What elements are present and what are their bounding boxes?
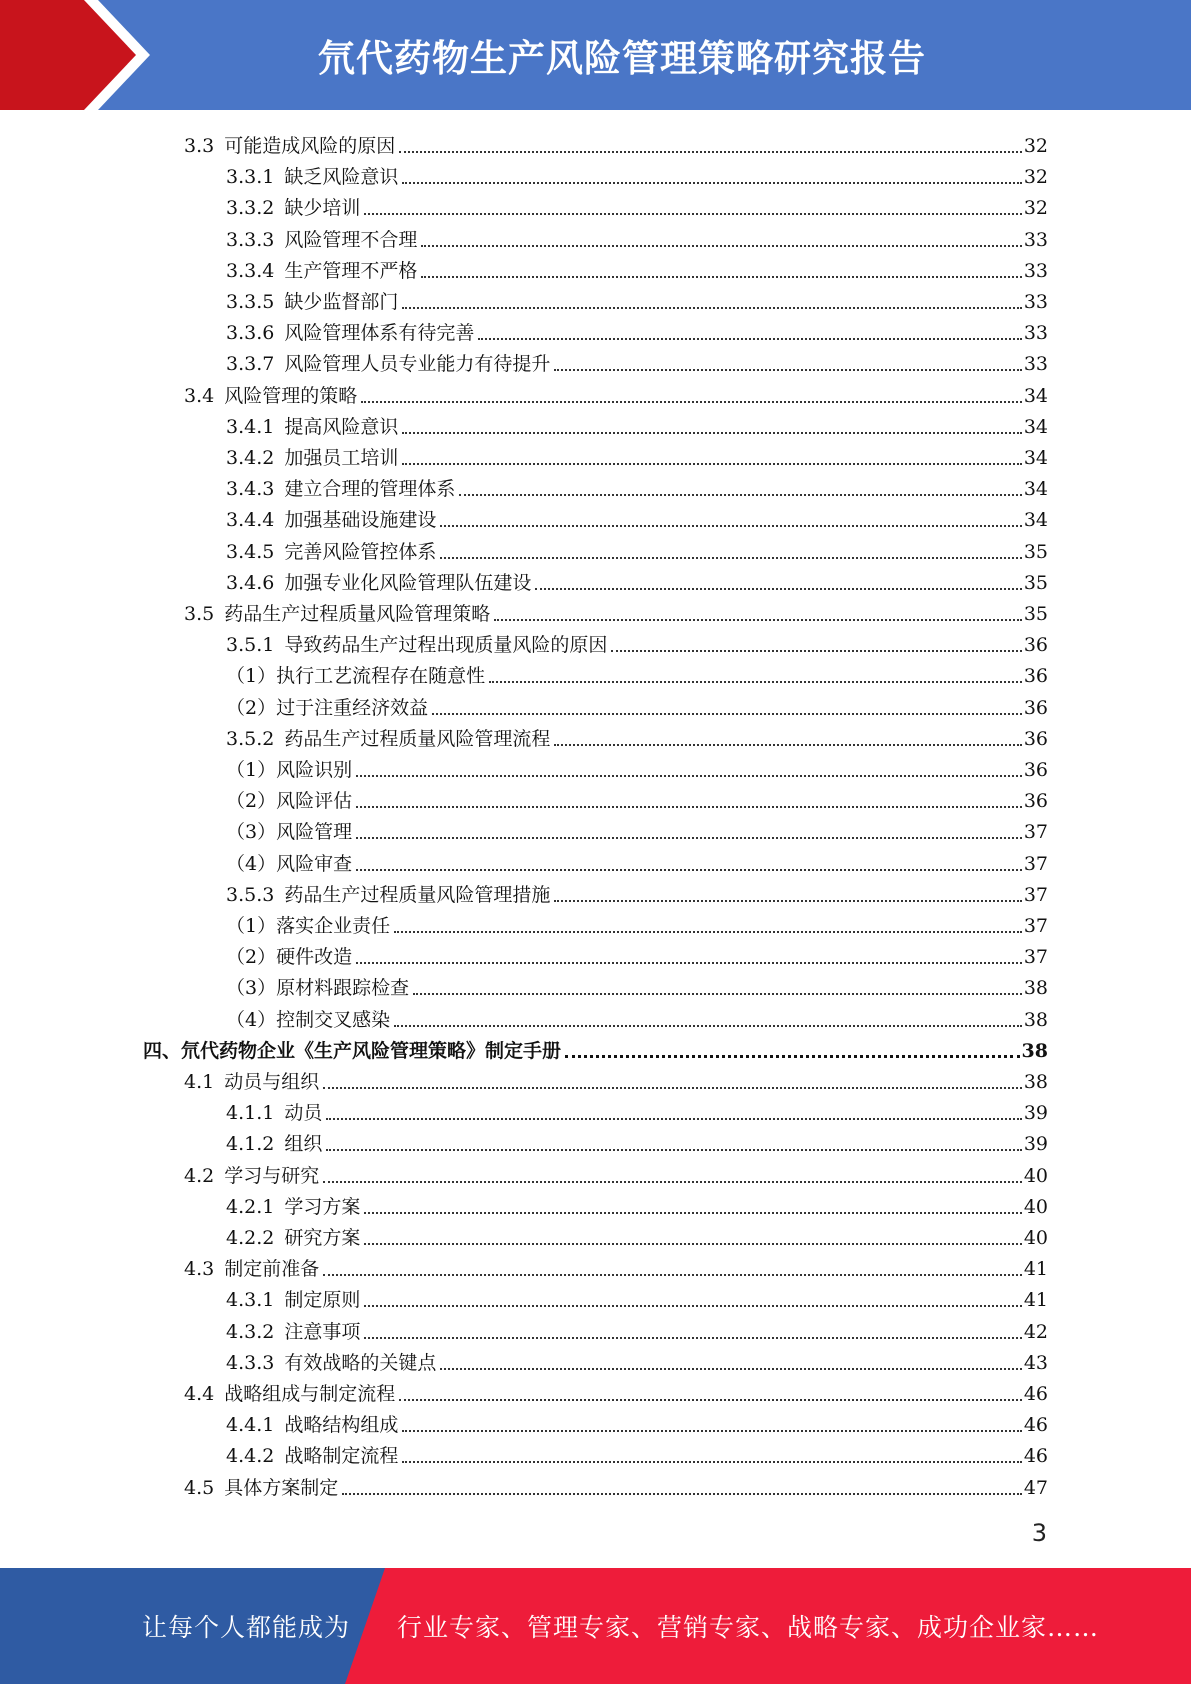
page-number: 3 — [1031, 1519, 1047, 1547]
toc-entry-page: 32 — [1023, 166, 1048, 189]
toc-leader-dots — [323, 1274, 1022, 1276]
toc-entry-label — [226, 414, 398, 440]
toc-entry-label — [226, 632, 607, 658]
toc-entry-text: 有效战略的关键点 — [284, 1351, 437, 1374]
toc-entry-text: 缺少培训 — [284, 197, 361, 220]
toc-entry-label — [226, 944, 352, 970]
toc-entry-label — [226, 164, 398, 190]
toc-entry-label — [226, 195, 360, 221]
toc-entry-page: 38 — [1023, 1008, 1048, 1031]
toc-entry-label — [226, 1287, 360, 1313]
toc-entry-label — [226, 1100, 322, 1126]
toc-entry-label — [184, 601, 490, 627]
toc-entry-label — [226, 851, 352, 877]
toc-entry-text: 学习与研究 — [224, 1164, 320, 1187]
toc-entry-page: 37 — [1023, 946, 1048, 969]
toc-leader-dots — [356, 837, 1022, 839]
toc-entry-page: 38 — [1023, 1071, 1048, 1093]
toc-entry-label — [226, 539, 436, 565]
toc-entry-text: 制定前准备 — [224, 1258, 320, 1281]
toc-entry-number: 3.4.6 — [226, 571, 275, 594]
toc-entry-number: 4.1.2 — [226, 1133, 275, 1156]
toc-leader-dots — [535, 588, 1021, 590]
toc-entry-text: 提高风险意识 — [284, 415, 399, 438]
toc-entry[interactable] — [226, 159, 1048, 190]
toc-entry-page: 32 — [1023, 135, 1048, 157]
toc-leader-dots — [356, 869, 1022, 871]
toc-entry-number: 3.3.1 — [226, 166, 275, 189]
toc-entry[interactable] — [226, 1095, 1048, 1126]
toc-entry-page: 34 — [1023, 509, 1048, 532]
toc-entry-text: 动员与组织 — [224, 1071, 320, 1093]
toc-entry-page: 37 — [1023, 915, 1048, 937]
toc-entry-label — [226, 819, 352, 845]
toc-leader-dots — [364, 1243, 1021, 1245]
toc-entry-text: （2）风险评估 — [226, 790, 353, 813]
toc-entry-text: （2）硬件改造 — [226, 946, 353, 969]
toc-leader-dots — [440, 525, 1021, 527]
toc-entry-text: 药品生产过程质量风险管理流程 — [284, 727, 551, 750]
toc-entry-number: 3.3.5 — [226, 291, 275, 313]
toc-entry[interactable] — [226, 346, 1048, 377]
toc-entry-text: 战略制定流程 — [284, 1445, 399, 1468]
toc-entry-text: （1）风险识别 — [226, 759, 353, 781]
toc-entry-number: 3.3.4 — [226, 259, 275, 282]
toc-leader-dots — [402, 1461, 1021, 1463]
toc-entry-text: 学习方案 — [284, 1195, 361, 1218]
toc-entry-number: 3.4.4 — [226, 509, 275, 532]
toc-entry-number: 4.3.3 — [226, 1351, 275, 1374]
toc-entry-number: 4.3 — [184, 1258, 215, 1281]
toc-entry-page: 42 — [1023, 1320, 1048, 1343]
toc-leader-dots — [399, 1399, 1022, 1401]
toc-entry-text: 加强专业化风险管理队伍建设 — [284, 571, 532, 594]
toc-entry[interactable] — [226, 471, 1048, 502]
toc-entry-label — [226, 476, 455, 502]
page-header — [0, 0, 1191, 110]
toc-entry[interactable] — [226, 1407, 1048, 1438]
toc-entry-page: 34 — [1023, 384, 1048, 407]
toc-leader-dots — [421, 276, 1021, 278]
toc-entry-page: 36 — [1023, 634, 1048, 657]
toc-entry-label — [143, 1038, 561, 1064]
toc-entry-page: 38 — [1021, 1039, 1048, 1062]
toc-entry-label — [226, 320, 474, 346]
toc-entry-number: 3.5 — [184, 603, 215, 625]
toc-entry-label — [184, 1381, 395, 1407]
toc-entry[interactable] — [226, 565, 1048, 596]
toc-entry-text: 完善风险管控体系 — [284, 540, 437, 563]
toc-entry-number: 3.3.3 — [226, 228, 275, 251]
toc-entry-page: 34 — [1023, 447, 1048, 469]
toc-leader-dots — [478, 338, 1021, 340]
toc-entry-text: 导致药品生产过程出现质量风险的原因 — [284, 634, 608, 657]
toc-entry[interactable] — [226, 409, 1048, 440]
toc-entry-label — [226, 507, 436, 533]
toc-entry-number: 4.1 — [184, 1071, 215, 1093]
toc-leader-dots — [364, 1212, 1021, 1214]
toc-leader-dots — [402, 463, 1021, 465]
toc-entry-label — [226, 570, 531, 596]
toc-entry-page: 33 — [1023, 353, 1048, 376]
toc-entry-page: 35 — [1023, 540, 1048, 563]
toc-entry-number: 3.4.5 — [226, 540, 275, 563]
toc-entry-page: 36 — [1023, 759, 1048, 781]
toc-leader-dots — [554, 744, 1021, 746]
toc-entry-text: 药品生产过程质量风险管理措施 — [284, 883, 551, 906]
toc-leader-dots — [364, 213, 1021, 215]
toc-leader-dots — [399, 151, 1022, 153]
toc-leader-dots — [402, 432, 1021, 434]
toc-entry[interactable] — [226, 502, 1048, 533]
toc-entry-number: 4.4.1 — [226, 1414, 275, 1437]
toc-entry-text: 战略结构组成 — [284, 1414, 399, 1437]
toc-entry[interactable] — [226, 440, 1048, 471]
toc-entry-number: 3.4.3 — [226, 478, 275, 501]
toc-entry[interactable] — [226, 846, 1048, 877]
toc-entry-number: 3.3 — [184, 135, 215, 157]
footer-tagline: 行业专家、管理专家、营销专家、战略专家、成功企业家…… — [397, 1613, 1100, 1642]
toc-entry[interactable] — [226, 627, 1048, 658]
toc-entry-page: 40 — [1023, 1227, 1048, 1249]
toc-entry[interactable] — [143, 1033, 1048, 1064]
toc-entry-text: （1）落实企业责任 — [226, 915, 391, 937]
toc-entry-label — [226, 1131, 322, 1157]
footer-slogan: 让每个人都能成为 — [142, 1613, 351, 1642]
toc-entry[interactable] — [184, 1158, 1048, 1189]
toc-entry-page: 36 — [1023, 727, 1048, 750]
toc-leader-dots — [361, 401, 1022, 403]
toc-entry-page: 46 — [1023, 1383, 1048, 1405]
toc-entry-label — [226, 1443, 398, 1469]
toc-entry-number: 4.4 — [184, 1383, 215, 1405]
toc-entry[interactable] — [226, 939, 1048, 970]
toc-leader-dots — [364, 1305, 1021, 1307]
toc-entry[interactable] — [226, 315, 1048, 346]
toc-entry-page: 34 — [1023, 478, 1048, 501]
toc-entry[interactable] — [226, 658, 1048, 689]
toc-entry-label — [226, 1319, 360, 1345]
toc-entry-text: 加强基础设施建设 — [284, 509, 437, 532]
toc-entry-page: 33 — [1023, 322, 1048, 345]
toc-entry-page: 35 — [1023, 571, 1048, 594]
toc-entry-text: 组织 — [284, 1133, 323, 1156]
toc-entry-text: 建立合理的管理体系 — [284, 478, 456, 501]
toc-entry-number: 4.4.2 — [226, 1445, 275, 1468]
toc-entry-text: （3）原材料跟踪检查 — [226, 977, 410, 1000]
toc-entry-text: 风险管理人员专业能力有待提升 — [284, 353, 551, 376]
toc-entry-number: 3.3.2 — [226, 197, 275, 220]
toc-entry-label — [226, 1412, 398, 1438]
toc-entry[interactable] — [184, 128, 1048, 159]
toc-entry[interactable] — [226, 534, 1048, 565]
toc-entry[interactable] — [184, 1470, 1048, 1501]
toc-entry-page: 37 — [1023, 821, 1048, 844]
toc-entry-text: 生产管理不严格 — [284, 259, 418, 282]
toc-entry-page: 41 — [1023, 1258, 1048, 1281]
toc-entry-number: 4.3.1 — [226, 1289, 275, 1312]
toc-entry-text: 注意事项 — [284, 1320, 361, 1343]
toc-entry-number: 3.3.7 — [226, 353, 275, 376]
toc-entry-text: 具体方案制定 — [224, 1476, 339, 1499]
toc-entry-page: 32 — [1023, 197, 1048, 220]
toc-entry-text: 动员 — [284, 1102, 323, 1125]
toc-entry-number: 3.4.1 — [226, 415, 275, 438]
toc-entry-page: 40 — [1023, 1164, 1048, 1187]
toc-entry-label — [184, 133, 395, 159]
toc-entry[interactable] — [226, 690, 1048, 721]
toc-leader-dots — [565, 1055, 1020, 1058]
toc-entry-text: （2）过于注重经济效益 — [226, 696, 429, 719]
toc-entry-label — [226, 695, 428, 721]
toc-entry-label — [184, 1475, 338, 1501]
report-title: 氘代药物生产风险管理策略研究报告 — [318, 37, 926, 80]
toc-entry-number: 4.1.1 — [226, 1102, 275, 1125]
toc-entry-label — [226, 351, 550, 377]
toc-leader-dots — [421, 245, 1021, 247]
toc-entry-label — [226, 757, 352, 783]
toc-entry[interactable] — [226, 1345, 1048, 1376]
toc-entry-page: 39 — [1023, 1102, 1048, 1125]
toc-leader-dots — [554, 900, 1021, 902]
toc-leader-dots — [356, 962, 1022, 964]
toc-entry-label — [226, 1007, 390, 1033]
toc-entry-page: 33 — [1023, 259, 1048, 282]
toc-entry-text: 战略组成与制定流程 — [224, 1383, 396, 1405]
toc-entry-label — [226, 1225, 360, 1251]
toc-entry-page: 36 — [1023, 665, 1048, 688]
toc-entry-number: 4.5 — [184, 1476, 215, 1499]
toc-entry-page: 47 — [1023, 1476, 1048, 1499]
toc-entry[interactable] — [184, 1064, 1048, 1095]
toc-entry-number: 4.3.2 — [226, 1320, 275, 1343]
toc-leader-dots — [554, 369, 1021, 371]
toc-leader-dots — [402, 182, 1021, 184]
toc-entry[interactable] — [226, 721, 1048, 752]
toc-entry[interactable] — [226, 253, 1048, 284]
toc-entry-page: 40 — [1023, 1195, 1048, 1218]
toc-entry-label — [226, 445, 398, 471]
toc-entry[interactable] — [226, 1314, 1048, 1345]
toc-entry-number: 3.4.2 — [226, 447, 275, 469]
toc-entry-page: 39 — [1023, 1133, 1048, 1156]
toc-entry-page: 37 — [1023, 883, 1048, 906]
toc-entry-label — [226, 913, 390, 939]
toc-entry[interactable] — [226, 222, 1048, 253]
toc-entry-text: 缺少监督部门 — [284, 291, 399, 313]
toc-leader-dots — [326, 1118, 1021, 1120]
toc-entry-label — [226, 788, 352, 814]
toc-leader-dots — [356, 775, 1022, 777]
toc-leader-dots — [364, 1337, 1021, 1339]
toc-leader-dots — [413, 993, 1022, 995]
toc-entry-label — [184, 1256, 319, 1282]
toc-entry-page: 33 — [1023, 291, 1048, 313]
toc-entry[interactable] — [226, 284, 1048, 315]
toc-entry[interactable] — [226, 877, 1048, 908]
toc-entry-page: 36 — [1023, 790, 1048, 813]
toc-entry-label — [226, 1350, 436, 1376]
toc-entry-text: （1）执行工艺流程存在随意性 — [226, 665, 486, 688]
toc-entry-text: （3）风险管理 — [226, 821, 353, 844]
toc-entry[interactable] — [184, 1376, 1048, 1407]
toc-leader-dots — [489, 681, 1022, 683]
toc-entry-page: 41 — [1023, 1289, 1048, 1312]
toc-entry-number: 3.5.2 — [226, 727, 275, 750]
toc-entry[interactable] — [226, 783, 1048, 814]
toc-leader-dots — [440, 1368, 1021, 1370]
toc-leader-dots — [356, 806, 1022, 808]
toc-entry-text: （4）风险审查 — [226, 852, 353, 875]
toc-entry-label — [184, 383, 357, 409]
toc-entry-label — [226, 975, 409, 1001]
toc-entry-label — [184, 1069, 319, 1095]
toc-leader-dots — [394, 1025, 1022, 1027]
toc-leader-dots — [459, 494, 1021, 496]
toc-entry-label — [226, 289, 398, 315]
toc-leader-dots — [323, 1087, 1022, 1089]
toc-entry-number: 4.2.2 — [226, 1227, 275, 1249]
toc-entry-page: 46 — [1023, 1414, 1048, 1437]
toc-leader-dots — [326, 1149, 1021, 1151]
toc-entry-label — [226, 726, 550, 752]
toc-entry[interactable] — [226, 752, 1048, 783]
toc-entry-number: 3.3.6 — [226, 322, 275, 345]
toc-entry[interactable] — [226, 1126, 1048, 1157]
toc-entry-label — [226, 1194, 360, 1220]
toc-entry-text: （4）控制交叉感染 — [226, 1008, 391, 1031]
toc-entry[interactable] — [184, 596, 1048, 627]
toc-entry-text: 制定原则 — [284, 1289, 361, 1312]
toc-entry-text: 风险管理的策略 — [224, 384, 358, 407]
toc-entry-label — [226, 882, 550, 908]
toc-entry[interactable] — [226, 1282, 1048, 1313]
toc-leader-dots — [342, 1493, 1022, 1495]
toc-entry-number: 3.5.3 — [226, 883, 275, 906]
toc-entry-page: 37 — [1023, 852, 1048, 875]
toc-entry-number: 4.2 — [184, 1164, 215, 1187]
toc-entry-number: 3.5.1 — [226, 634, 275, 657]
toc-entry-page: 46 — [1023, 1445, 1048, 1468]
toc-entry-page: 33 — [1023, 228, 1048, 251]
toc-entry[interactable] — [184, 1251, 1048, 1282]
toc-entry-text: 加强员工培训 — [284, 447, 399, 469]
toc-leader-dots — [402, 307, 1021, 309]
toc-entry-label — [226, 258, 417, 284]
toc-entry-label — [184, 1163, 319, 1189]
toc-entry[interactable] — [226, 908, 1048, 939]
toc-entry[interactable] — [184, 378, 1048, 409]
toc-entry-number: 3.4 — [184, 384, 215, 407]
toc-entry[interactable] — [226, 190, 1048, 221]
toc-entry-text: 风险管理不合理 — [284, 228, 418, 251]
toc-entry[interactable] — [226, 814, 1048, 845]
toc-leader-dots — [494, 619, 1022, 621]
toc-entry-label — [226, 227, 417, 253]
toc-entry[interactable] — [226, 1220, 1048, 1251]
toc-entry-text: 可能造成风险的原因 — [224, 135, 396, 157]
toc-entry-text: 药品生产过程质量风险管理策略 — [224, 603, 491, 625]
toc-entry-page: 34 — [1023, 415, 1048, 438]
toc-entry-page: 35 — [1023, 603, 1048, 625]
toc-entry-page: 38 — [1023, 977, 1048, 1000]
toc-entry-text: 缺乏风险意识 — [284, 166, 399, 189]
page-footer — [0, 1568, 1191, 1684]
toc-leader-dots — [394, 931, 1022, 933]
toc-entry-text: 风险管理体系有待完善 — [284, 322, 475, 345]
toc-entry-label — [226, 663, 485, 689]
toc-entry[interactable] — [226, 1002, 1048, 1033]
toc-entry-text: 四、氘代药物企业《生产风险管理策略》制定手册 — [143, 1039, 562, 1062]
toc-entry[interactable] — [226, 1189, 1048, 1220]
toc-entry-page: 36 — [1023, 696, 1048, 719]
toc-leader-dots — [323, 1181, 1022, 1183]
toc-leader-dots — [432, 713, 1022, 715]
toc-leader-dots — [402, 1430, 1021, 1432]
toc-entry-text: 研究方案 — [284, 1227, 361, 1249]
toc-leader-dots — [611, 650, 1021, 652]
toc-entry-number: 4.2.1 — [226, 1195, 275, 1218]
toc-entry-page: 43 — [1023, 1351, 1048, 1374]
toc-entry[interactable] — [226, 1438, 1048, 1469]
toc-leader-dots — [440, 557, 1021, 559]
toc-entry[interactable] — [226, 970, 1048, 1001]
